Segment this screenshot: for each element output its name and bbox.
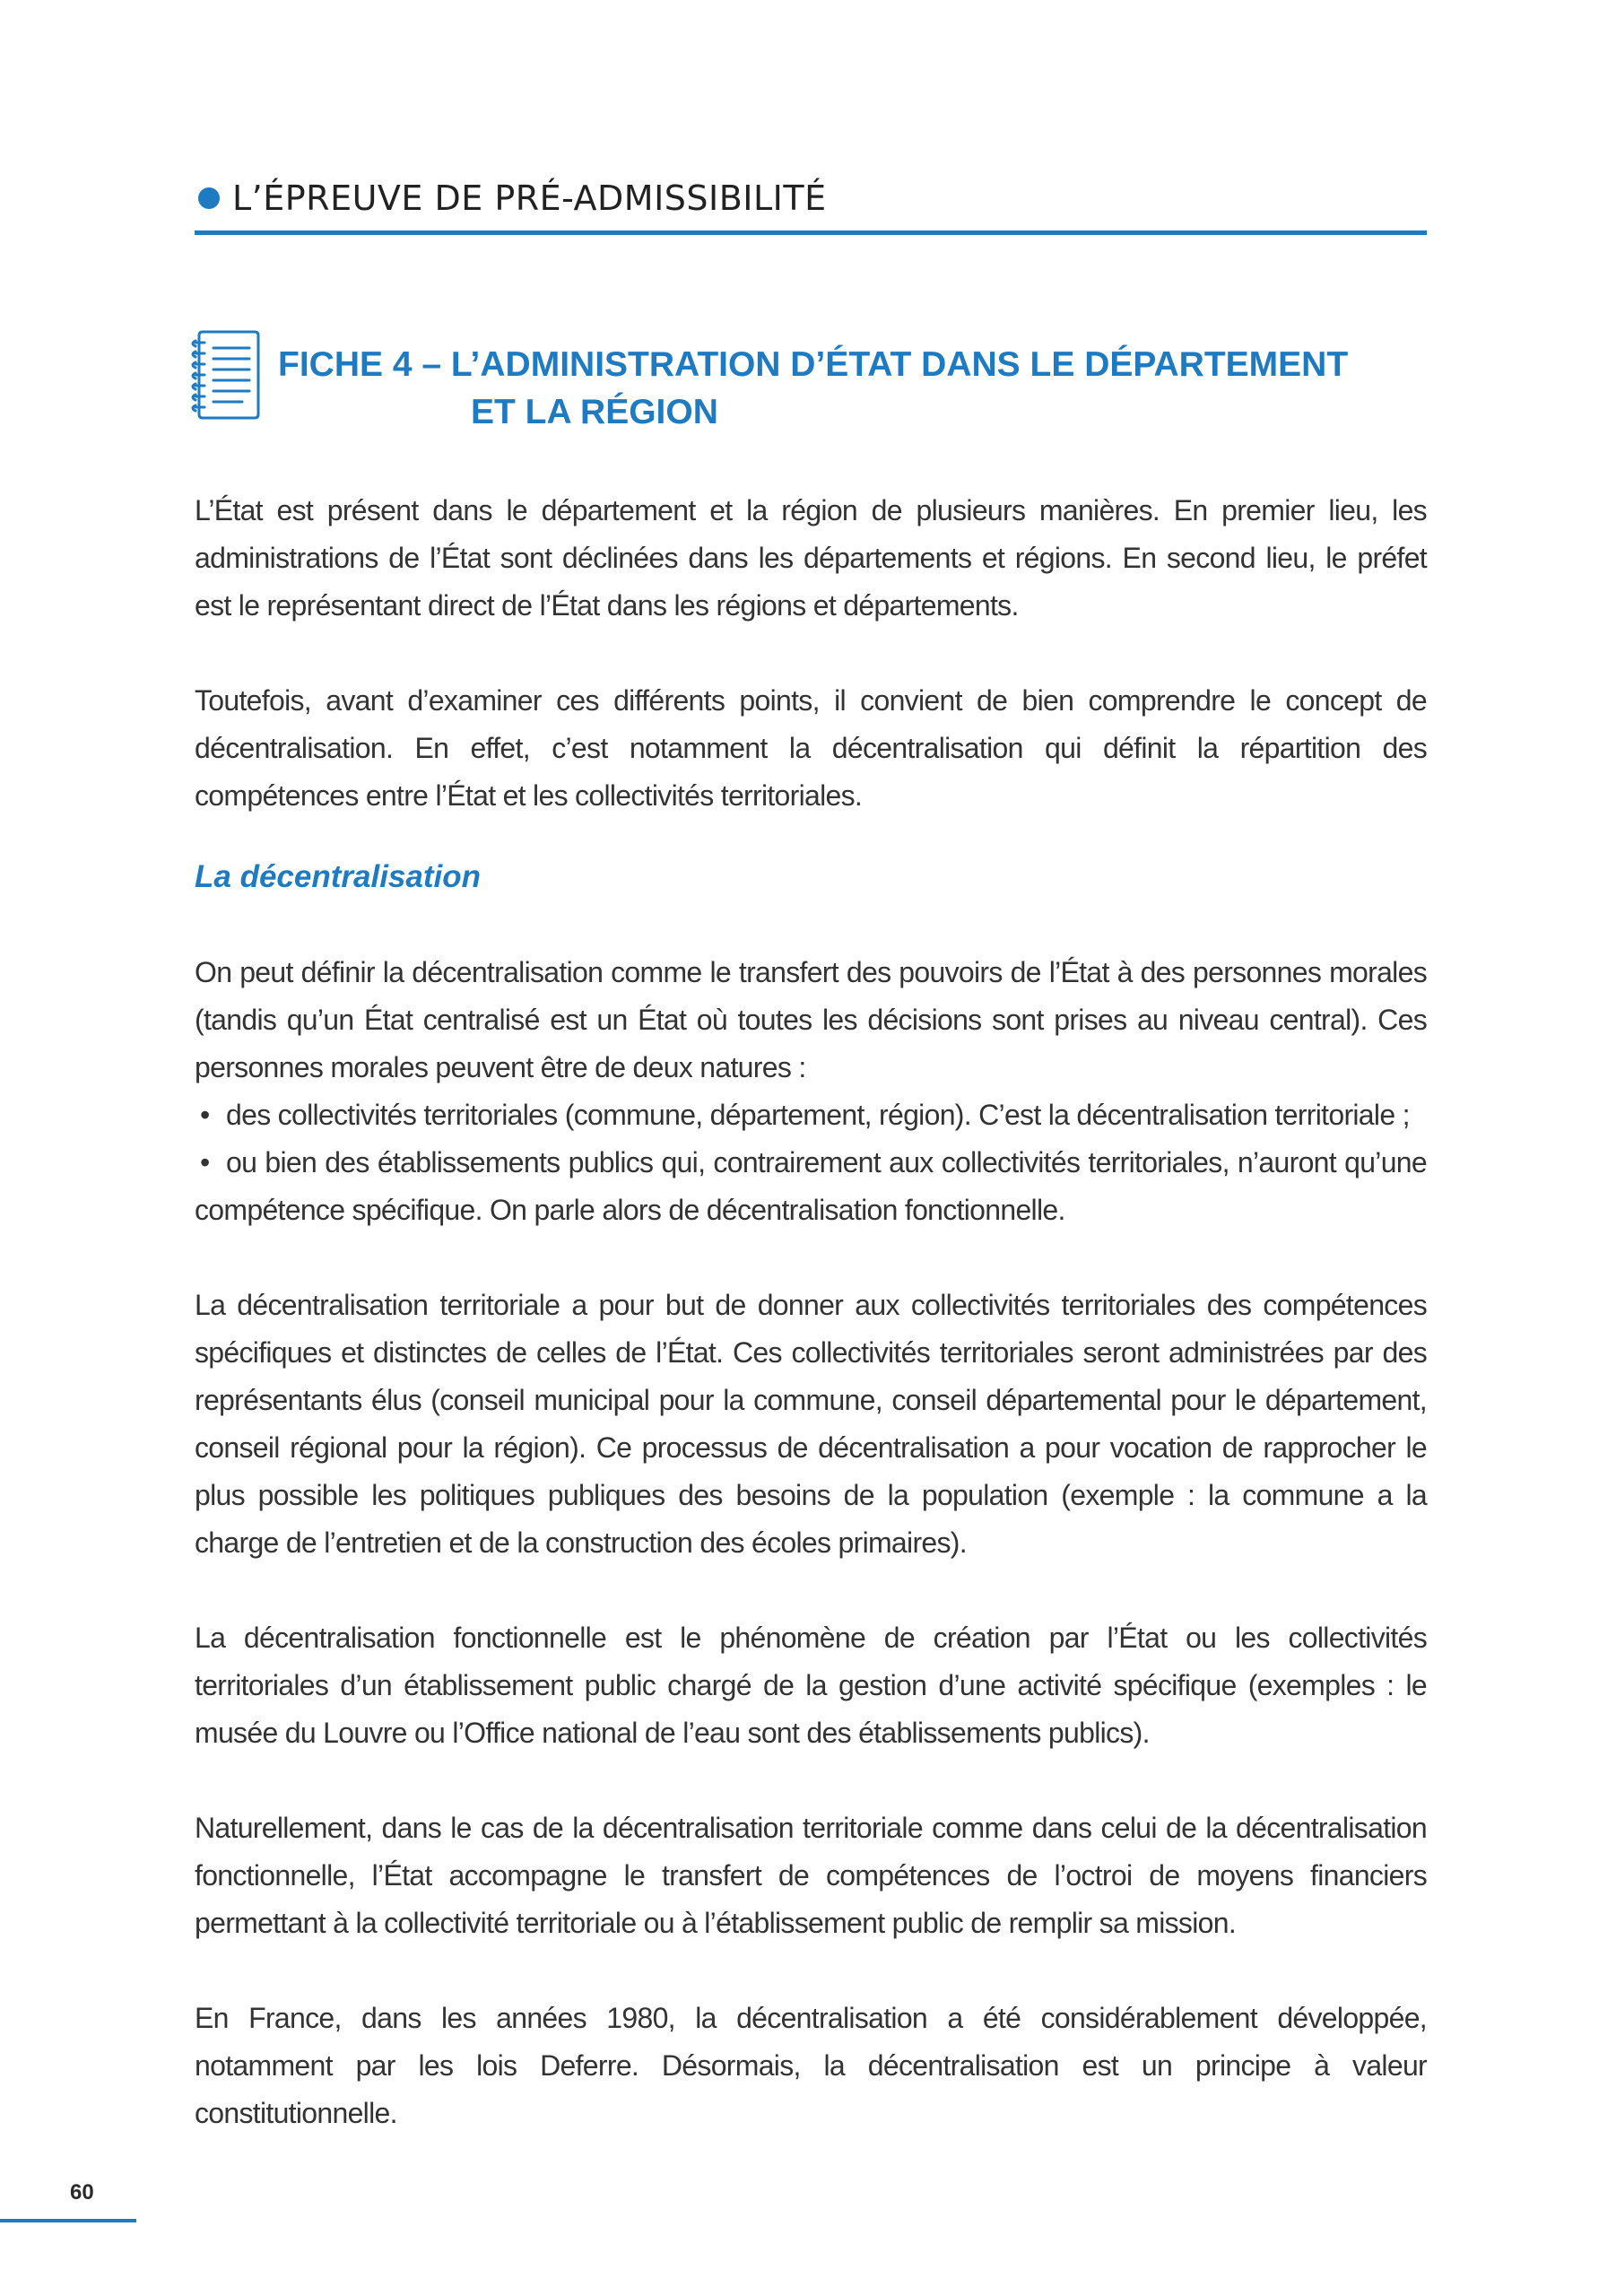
fiche-title-line-2: ET LA RÉGION xyxy=(471,393,718,431)
list-item-text: ou bien des établissements publics qui, contrairement aux collectivités territoriales, n’auront qu’une compétence spécifique. On parle alors de décentralisation fonctionnelle. xyxy=(195,1146,1427,1226)
section-paragraph-4: Naturellement, dans le cas de la décentralisation territoriale comme dans celui de la décentralisation fonctionnelle, l’État accompagne le transfert de compétences de l’octroi de moyens financiers permettant à la collectivité territoriale ou à l’établissement public de remplir sa mission. xyxy=(195,1812,1427,1939)
list-item-text: des collectivités territoriales (commune, département, région). C’est la décentralisation territoriale ; xyxy=(226,1099,1410,1131)
fiche-title-line-1: FICHE 4 – L’ADMINISTRATION D’ÉTAT DANS LE DÉPARTEMENT xyxy=(278,345,1349,384)
bullet-mark: • xyxy=(200,1099,210,1131)
bullet-mark: • xyxy=(200,1146,210,1178)
intro-paragraph-2: Toutefois, avant d’examiner ces différents points, il convient de bien comprendre le concept de décentralisation. En effet, c’est notamment la décentralisation qui définit la répartition des compétences entre l’État et les collectivités territoriales. xyxy=(195,684,1427,812)
page-number: 60 xyxy=(70,2180,94,2205)
notebook-icon xyxy=(190,325,264,423)
page-header-title: L’ÉPREUVE DE PRÉ-ADMISSIBILITÉ xyxy=(232,178,827,218)
section-heading: La décentralisation xyxy=(195,859,481,894)
main-content xyxy=(195,487,1427,2137)
section-paragraph-5: En France, dans les années 1980, la décentralisation a été considérablement développée, notamment par les lois Deferre. Désormais, la décentralisation est un principe à valeur constitutionnelle. xyxy=(195,2002,1427,2129)
bullet-dot-icon xyxy=(198,187,220,209)
section-paragraph-3: La décentralisation fonctionnelle est le phénomène de création par l’État ou les collectivités territoriales d’un établissement public chargé de la gestion d’une activité spécifique (exemples : le musée du Louvre ou l’Office national de l’eau sont des établissements publics). xyxy=(195,1622,1427,1749)
list-item xyxy=(195,1091,1427,1139)
intro-paragraph-1: L’État est présent dans le département et la région de plusieurs manières. En premier lieu, les administrations de l’État sont déclinées dans les départements et régions. En second lieu, le préfet est le représentant direct de l’État dans les régions et départements. xyxy=(195,494,1427,622)
page-header xyxy=(195,176,1427,235)
bullet-list xyxy=(195,1091,1427,1234)
section-paragraph-2: La décentralisation territoriale a pour but de donner aux collectivités territoriales des compétences spécifiques et distinctes de celles de l’État. Ces collectivités territoriales seront administrées par des représentants élus (conseil municipal pour la commune, conseil départemental pour le département, conseil régional pour la région). Ce processus de décentralisation a pour vocation de rapprocher le plus possible les politiques publiques des besoins de la population (exemple : la commune a la charge de l’entretien et de la construction des écoles primaires). xyxy=(195,1289,1427,1559)
fiche-title xyxy=(278,341,1435,436)
footer-rule xyxy=(0,2219,136,2222)
section-paragraph-1: On peut définir la décentralisation comme le transfert des pouvoirs de l’État à des personnes morales (tandis qu’un État centralisé est un État où toutes les décisions sont prises au niveau central). Ces personnes morales peuvent être de deux natures : xyxy=(195,956,1427,1083)
list-item xyxy=(195,1139,1427,1234)
